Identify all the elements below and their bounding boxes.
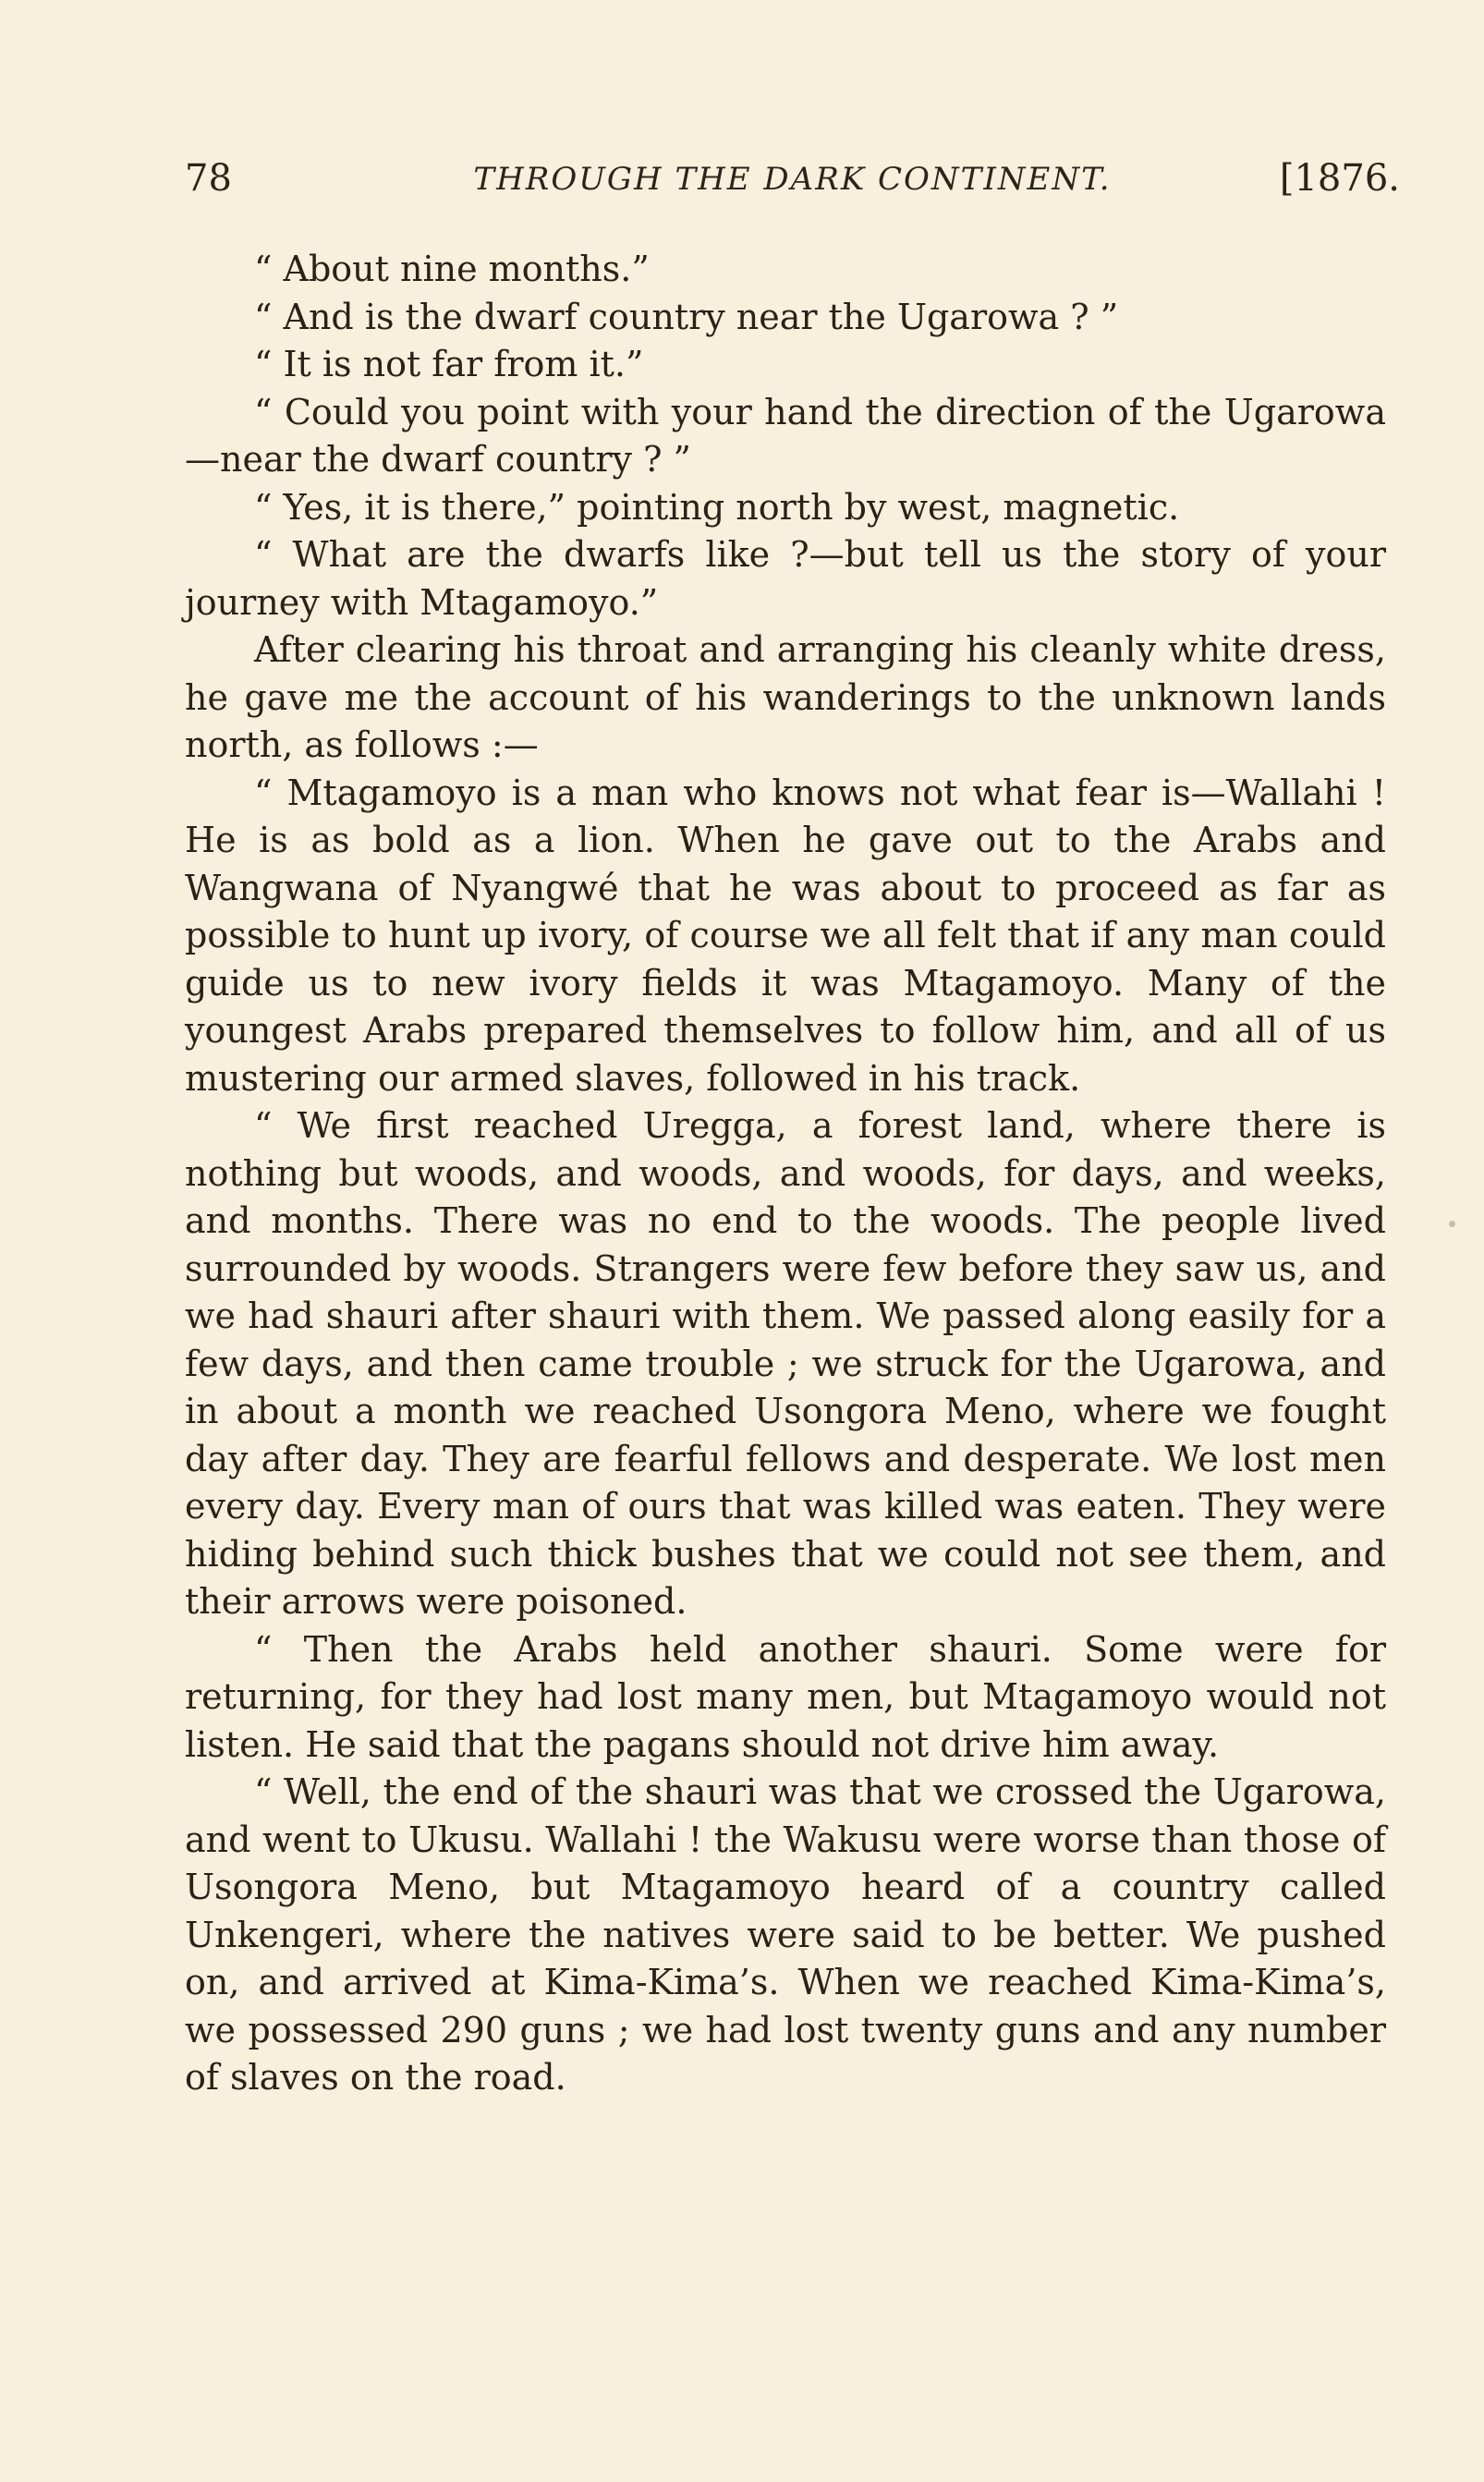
running-head: THROUGH THE DARK CONTINENT. xyxy=(473,161,1112,198)
ink-speck xyxy=(800,1880,806,1883)
paragraph: “ About nine months.” xyxy=(254,249,650,289)
paragraph: “ It is not far from it.” xyxy=(254,344,644,384)
paragraph: “ Mtagamoyo is a man who knows not what fear is—Wallahi ! He is as bold as a lion. When he gave out to the Arabs and Wangwana of Nyangwé that he was about to proceed as far as possible to hunt up ivory, of course we all felt that if any man could guide us to new ivory fields it was Mtagamoyo. Many of the youngest Arabs prepared themselves to follow him, and all of us mustering our armed slaves, followed in his track. xyxy=(185,772,1386,1099)
body-text xyxy=(185,246,1386,2102)
paragraph: After clearing his throat and arranging his cleanly white dress, he gave me the account of his wanderings to the unknown lands north, as follows :— xyxy=(185,629,1386,765)
page-number: 78 xyxy=(185,157,232,200)
paragraph: “ Then the Arabs held another shauri. Some were for returning, for they had lost many men, but Mtagamoyo would not listen. He said that the pagans should not drive him away. xyxy=(185,1628,1386,1765)
year-marker: [1876. xyxy=(1279,157,1400,200)
paragraph: “ Yes, it is there,” pointing north by west, magnetic. xyxy=(254,486,1180,528)
paragraph: “ We first reached Uregga, a forest land, where there is nothing but woods, and woods, and woods, for days, and weeks, and months. There was no end to the woods. The people lived surrounded by woods. Strangers were few before they saw us, and we had shauri after shauri with them. We passed along easily for a few days, and then came trouble ; we struck for the Ugarowa, and in about a month we reached Usongora Meno, where we fought day after day. They are fearful fellows and desperate. We lost men every day. Every man of ours that was killed was eaten. They were hiding behind such thick bushes that we could not see them, and their arrows were poisoned. xyxy=(185,1105,1386,1622)
paragraph: “ Well, the end of the shauri was that we crossed the Ugarowa, and went to Ukusu. Wallahi ! the Wakusu were worse than those of Usongora Meno, but Mtagamoyo heard of a country called Unkengeri, where the natives were said to be better. We pushed on, and arrived at Kima-Kima’s. When we reached Kima-Kima’s, we possessed 290 guns ; we had lost twenty guns and any number of slaves on the road. xyxy=(185,1771,1386,2098)
paragraph: “ And is the dwarf country near the Ugarowa ? ” xyxy=(254,296,1119,337)
paragraph: “ What are the dwarfs like ?—but tell us the story of your journey with Mtagamoyo.” xyxy=(185,534,1386,623)
page-header xyxy=(185,157,1400,213)
ink-speck xyxy=(1449,1221,1455,1227)
paragraph: “ Could you point with your hand the direction of the Ugarowa—near the dwarf country ? ” xyxy=(185,391,1386,480)
